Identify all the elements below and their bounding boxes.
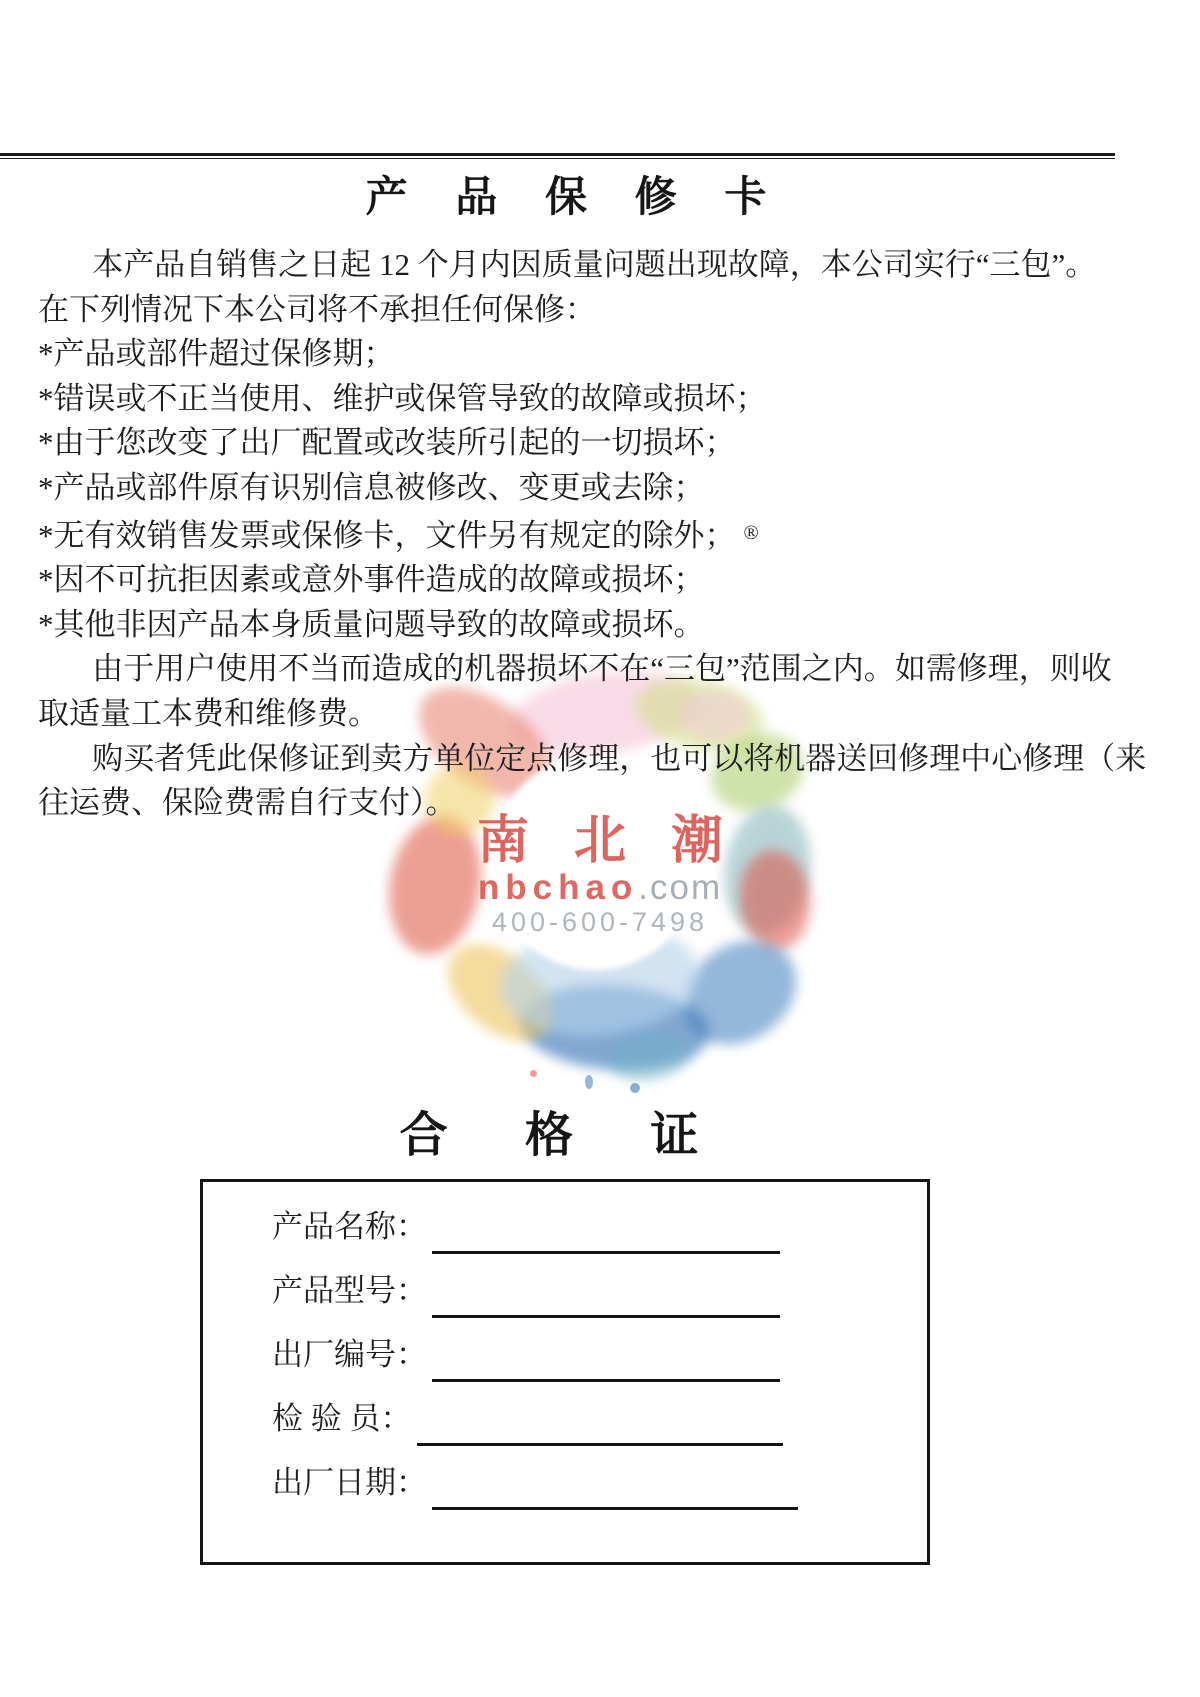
watermark-domain-tld: .com [638, 868, 723, 907]
watermark-phone: 400-600-7498 [491, 907, 709, 937]
warranty-line: 购买者凭此保修证到卖方单位定点修理，也可以将机器送回修理中心修理（来 [92, 740, 1147, 776]
warranty-line-text: *无有效销售发票或保修卡，文件另有规定的除外； [38, 517, 736, 553]
warranty-line: 本产品自销售之日起 12 个月内因质量问题出现故障，本公司实行“三包”。 [92, 247, 1097, 282]
field-product-name [272, 1182, 927, 1246]
paint-drip [530, 1070, 537, 1077]
field-factory-number [272, 1310, 927, 1374]
field-label: 出厂日期： [272, 1465, 427, 1500]
certificate-title: 合 格 证 [399, 1109, 731, 1162]
warranty-line: 在下列情况下本公司将不承担任何保修： [38, 291, 596, 327]
warranty-line: *因不可抗拒因素或意外事件造成的故障或损坏； [38, 562, 705, 598]
blank-fill-line [432, 1507, 798, 1510]
watermark-domain-name: nbchao [477, 868, 639, 907]
paint-drip [630, 1083, 640, 1093]
top-double-rule [0, 153, 1115, 159]
field-factory-date [272, 1438, 927, 1502]
blank-fill-line [432, 1379, 780, 1382]
warranty-line: *产品或部件超过保修期； [38, 336, 395, 372]
field-inspector [272, 1374, 927, 1438]
field-label: 产品名称： [272, 1209, 427, 1244]
field-label: 产品型号： [272, 1273, 427, 1308]
warranty-line: *错误或不正当使用、维护或保管导致的故障或损坏； [38, 380, 767, 416]
warranty-title: 产 品 保 修 卡 [365, 173, 785, 220]
warranty-body [38, 243, 1147, 826]
watermark-brand-name: 南 北 潮 [476, 813, 739, 870]
warranty-line: *由于您改变了出厂配置或改装所引起的一切损坏； [38, 425, 736, 461]
registered-mark: ® [743, 521, 759, 544]
blank-fill-line [432, 1251, 780, 1254]
paint-drip [585, 1075, 593, 1089]
warranty-line: 由于用户使用不当而造成的机器损坏不在“三包”范围之内。如需修理，则收 [92, 651, 1112, 687]
warranty-line [38, 511, 1130, 559]
field-label: 检 验 员： [272, 1401, 412, 1436]
warranty-line: *产品或部件原有识别信息被修改、变更或去除； [38, 469, 705, 505]
field-label: 出厂编号： [272, 1337, 427, 1372]
warranty-line: 往运费、保险费需自行支付）。 [38, 785, 457, 821]
watermark-domain [380, 869, 820, 907]
warranty-line: *其他非因产品本身质量问题导致的故障或损坏。 [38, 606, 705, 642]
field-product-model [272, 1246, 927, 1310]
watermark-logo-text [380, 815, 820, 937]
blank-fill-line [417, 1443, 783, 1446]
certificate-box [200, 1179, 930, 1565]
blank-fill-line [432, 1315, 780, 1318]
warranty-line: 取适量工本费和维修费。 [38, 695, 379, 731]
